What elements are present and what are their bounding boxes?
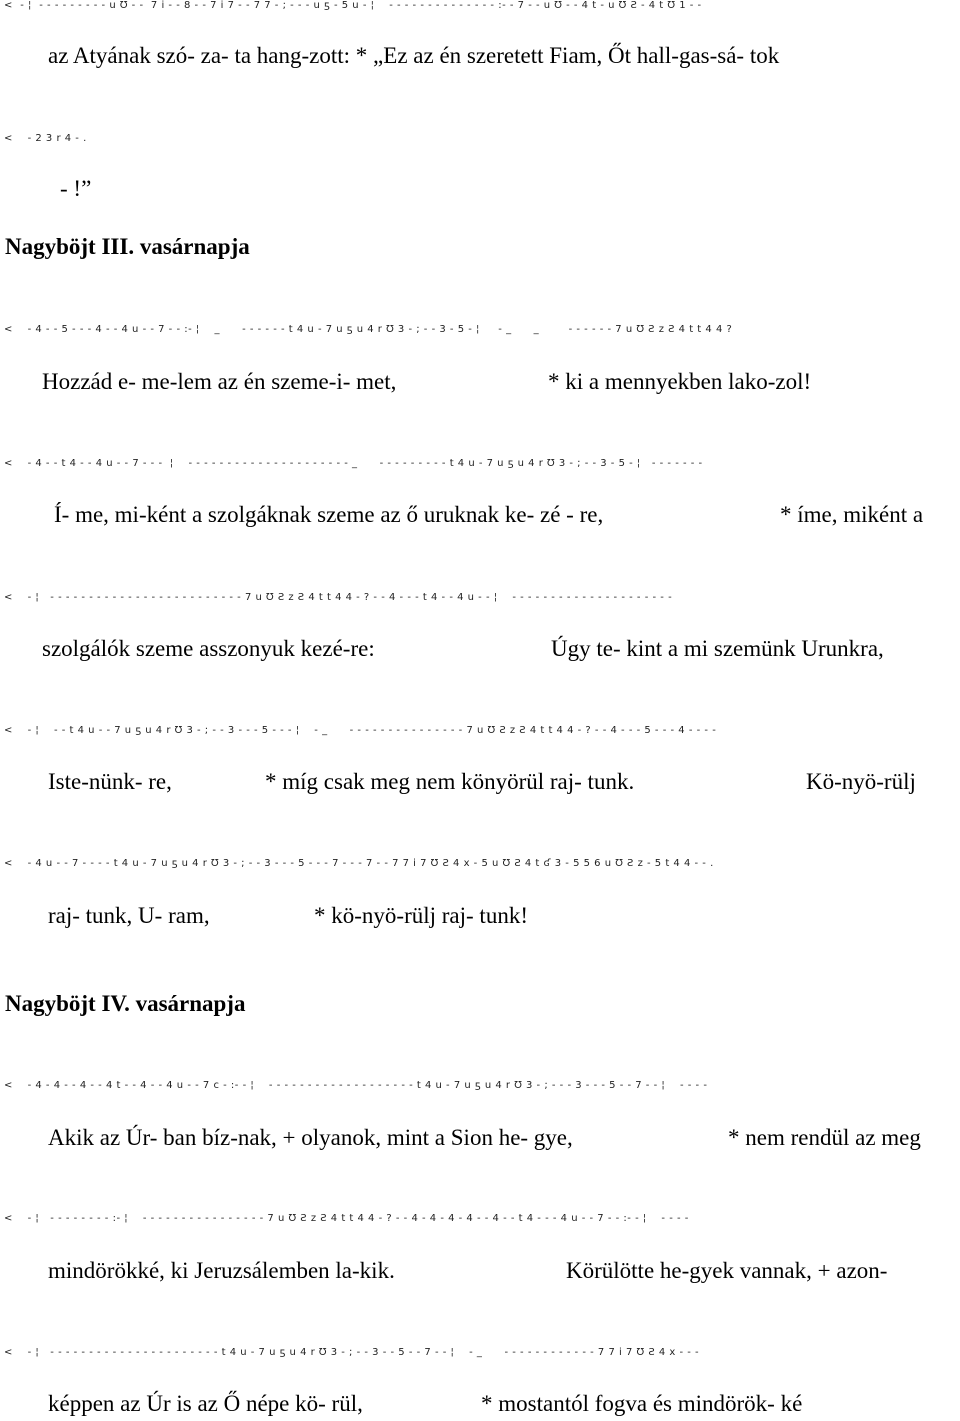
neume-line: < - ¦ - - - - - - - - :- ¦ - - - - - - - - - - - - - - - - 7 u Ʊ Ƨ z Ƨ 4 t t 4 4 - ? - - 4 - 4 - 4 - 4 - - 4 - - t 4 - - - 4 u - - 7 - - :- - ¦ - - - - (4, 1213, 689, 1224)
neume-line: < - 4 u - - 7 - - - - t 4 u - 7 u ƽ u 4 r Ʊ 3 - ; - - 3 - - - 5 - - - 7 - - - 7 - - 7 7 i 7 Ʊ Ƨ 4 x - 5 u Ʊ Ƨ 4 t ʛ 3 - 5 5 6 u Ʊ Ƨ z - 5 t 4 4 - - . (4, 858, 714, 869)
lyric-line: Í- me, mi-ként a szolgáknak szeme az ő uruknak ke- zé - re, (54, 502, 604, 527)
lyric-line: Úgy te- kint a mi szemünk Urunkra, (551, 636, 884, 661)
lyric-line: mindörökké, ki Jeruzsálemben la-kik. (48, 1258, 395, 1283)
lyric-line: * íme, miként a (780, 502, 924, 527)
lyric-line: * míg csak meg nem könyörül raj- tunk. (265, 769, 635, 794)
lyric-line: Hozzád e- me-lem az én szeme-i- met, (42, 369, 397, 394)
lyric-line: Körülötte he-gyek vannak, + azon- (566, 1258, 888, 1283)
lyric-line: Akik az Úr- ban bíz-nak, + olyanok, mint a Sion he- gye, (48, 1125, 573, 1150)
lyric-line: - !” (60, 176, 92, 201)
neume-line: < - ¦ - - - - - - - - - u Ʊ - - 7 i - - 8 - - 7 i 7 - - 7 7 - ; - - - u ƽ - 5 u - ¦ - - - - - - - - - - - - - - :- - 7 - - u Ʊ - - 4 t - u Ʊ Ƨ - 4 t Ʊ 1 - - (4, 0, 702, 11)
lyric-line: * mostantól fogva és mindörök- ké (481, 1391, 803, 1416)
neume-line: < - 4 - - t 4 - - 4 u - - 7 - - - ¦ - - - - - - - - - - - - - - - - - - - - - _ - - - - - - - - - t 4 u - 7 u ƽ u 4 r Ʊ 3 - ; - - 3 - 5 - ¦ - - - - - - - (4, 458, 703, 469)
lyric-line: szolgálók szeme asszonyuk kezé-re: (42, 636, 375, 661)
lyric-line: Iste-nünk- re, (48, 769, 172, 794)
neume-line: < - ¦ - - - - - - - - - - - - - - - - - - - - - - - - - 7 u Ʊ Ƨ z Ƨ 4 t t 4 4 - ? - - 4 - - - t 4 - - 4 u - - ¦ - - - - - - - - - - - - - - - - - - - - - (4, 592, 673, 603)
lyric-line: az Atyának szó- za- ta hang-zott: * „Ez az én szeretett Fiam, Őt hall-gas-sá- tok (48, 43, 780, 68)
lyric-line: képpen az Úr is az Ő népe kö- rül, (48, 1391, 363, 1416)
neume-line: < - 4 - - 5 - - - 4 - - 4 u - - 7 - - :- ¦ _ - - - - - - t 4 u - 7 u ƽ u 4 r Ʊ 3 - ; - - 3 - 5 - ¦ - _ _ - - - - - - 7 u Ʊ Ƨ z Ƨ 4 t t 4 4 ? (4, 324, 733, 335)
section-heading: Nagyböjt IV. vasárnapja (5, 991, 246, 1016)
lyric-line: Kö-nyö-rülj (806, 769, 916, 794)
lyric-line: raj- tunk, U- ram, (48, 903, 210, 928)
neume-line: < - 2 3 r 4 - . (4, 133, 87, 144)
lyric-line: * nem rendül az meg (728, 1125, 921, 1150)
lyric-line: * kö-nyö-rülj raj- tunk! (314, 903, 528, 928)
section-heading: Nagyböjt III. vasárnapja (5, 234, 250, 259)
neume-line: < - ¦ - - - - - - - - - - - - - - - - - - - - - - t 4 u - 7 u ƽ u 4 r Ʊ 3 - ; - - 3 - - 5 - - 7 - - ¦ - _ - - - - - - - - - - - - 7 7 i 7 Ʊ Ƨ 4 x - - - (4, 1347, 700, 1358)
neume-line: < - ¦ - - t 4 u - - 7 u ƽ u 4 r Ʊ 3 - ; - - 3 - - - 5 - - - ¦ - _ - - - - - - - - - - - - - - - 7 u Ʊ Ƨ z Ƨ 4 t t 4 4 - ? - - 4 - - - 5 - - - 4 - - - - (4, 725, 717, 736)
lyric-line: * ki a mennyekben lako-zol! (548, 369, 812, 394)
neume-line: < - 4 - 4 - - 4 - - 4 t - - 4 - - 4 u - - 7 c - :- - ¦ - - - - - - - - - - - - - - - - - - - t 4 u - 7 u ƽ u 4 r Ʊ 3 - ; - - - 3 - - - 5 - - 7 - - ¦ - - - - (4, 1080, 708, 1091)
